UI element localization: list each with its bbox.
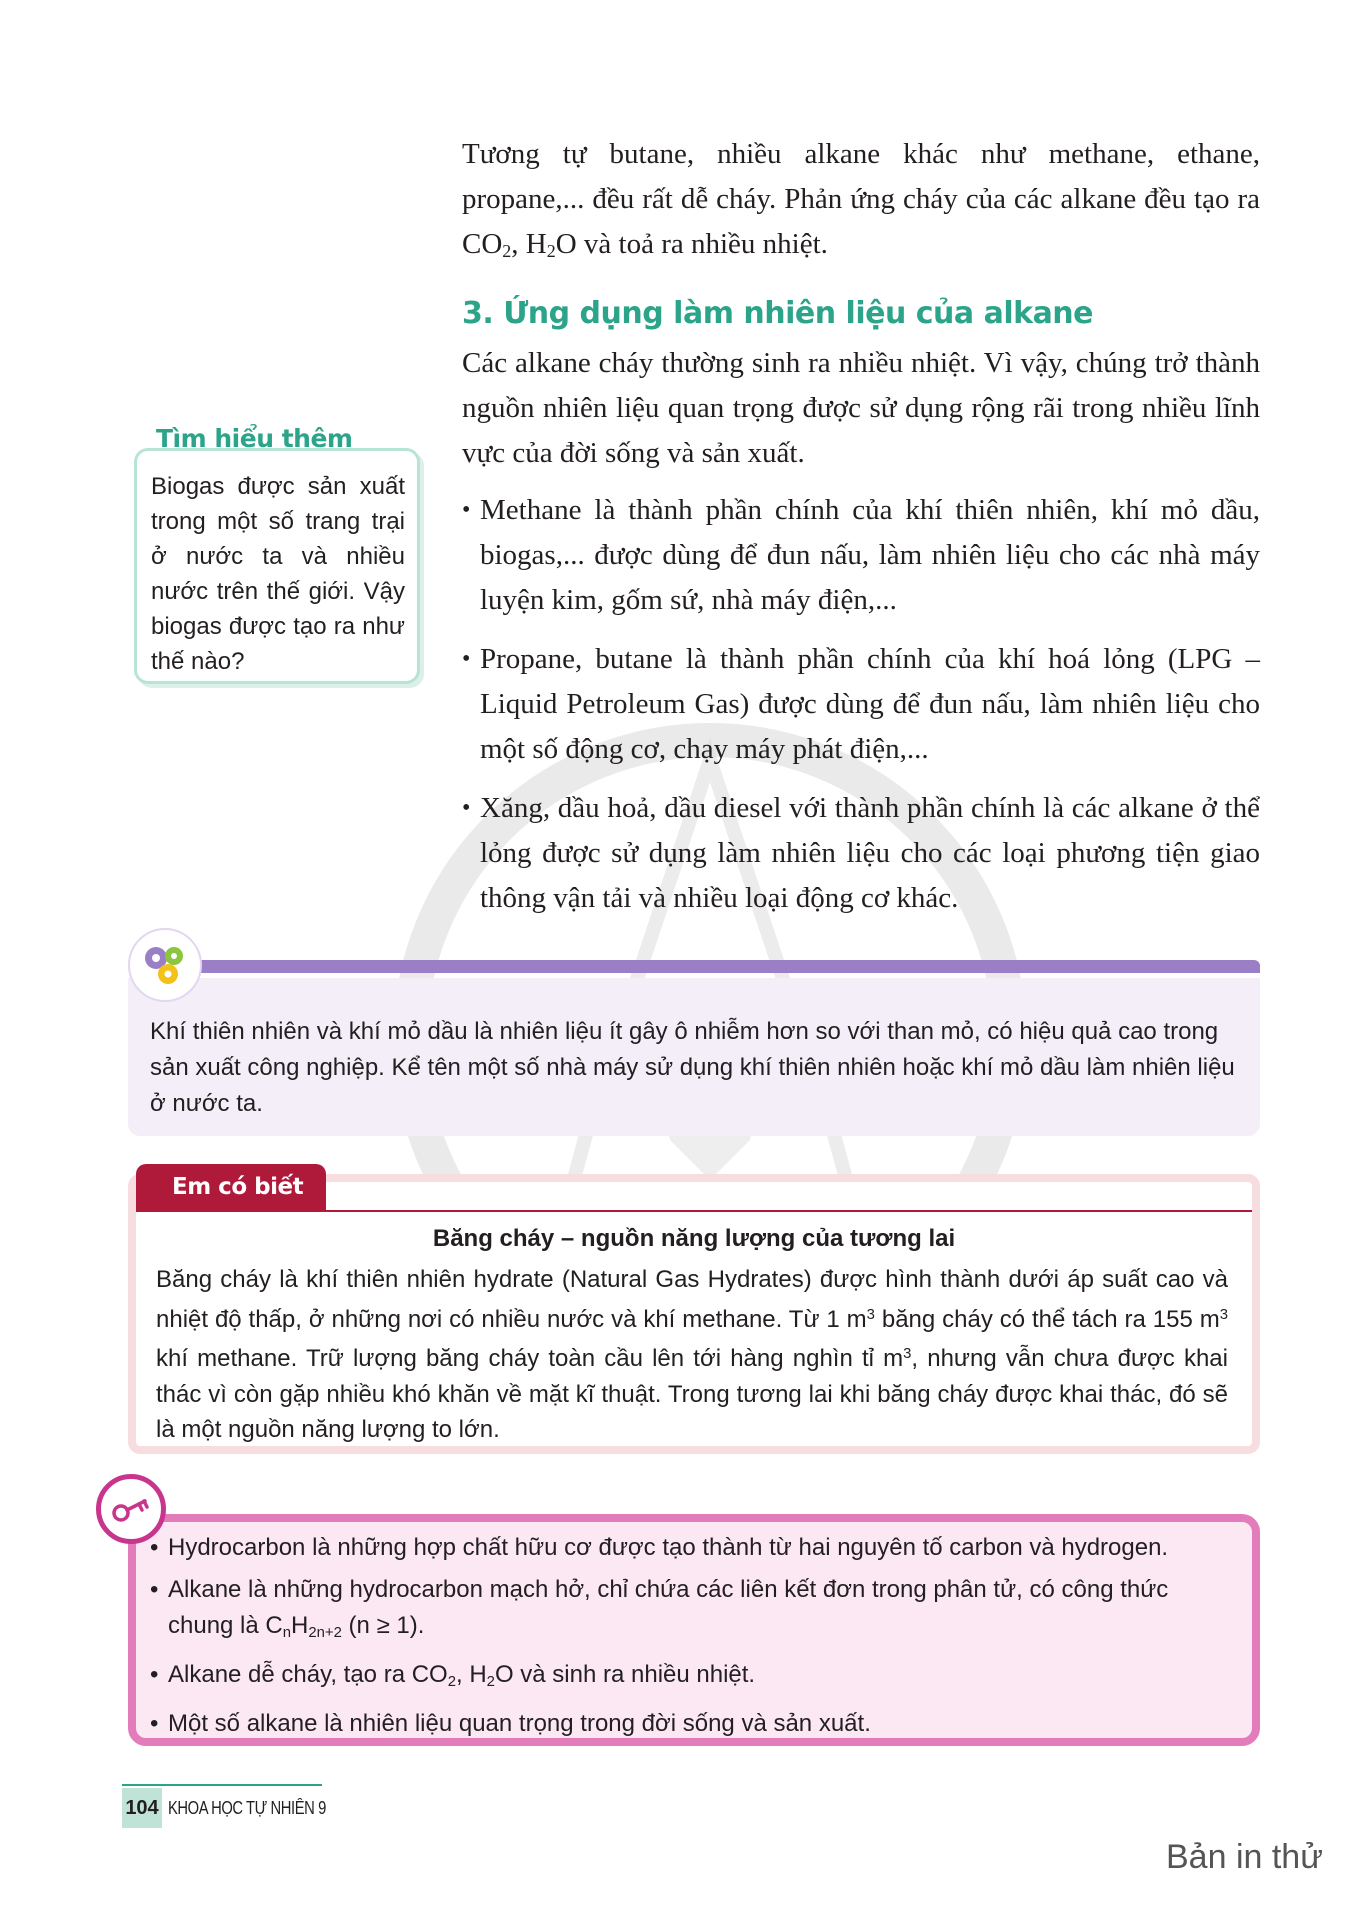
intro-paragraph: Tương tự butane, nhiều alkane khác như methane, ethane, propane,... đều rất dễ cháy. Phản ứng cháy của các alkane đều tạo ra $CO_2$, $H_2O$ và toả ra nhiều nhiệt. [462,138,1260,261]
did-you-know-text: Băng cháy là khí thiên nhiên hydrate (Natural Gas Hydrates) được hình thành dưới áp suất cao và nhiệt độ thấp, ở những nơi có nhiều nước và khí methane. Từ 1 $m^3$ băng cháy có thể tách ra 155 $m^3$ khí methane. Trữ lượng băng cháy toàn cầu lên tới hàng nghìn tỉ $m^3$, nhưng vẫn chưa được khai thác vì còn gặp nhiều khó khăn về mặt kĩ thuật. Trong tương lai khi băng cháy được khai thác, đó sẽ là một nguồn năng lượng to lớn. [156,1266,1228,1443]
footer-line [122,1784,322,1786]
section-heading: 3. Ứng dụng làm nhiên liệu của alkane [462,296,1094,331]
gears-icon [128,928,202,1002]
did-you-know-rule [136,1210,1252,1212]
main-column [462,132,1260,935]
summary-item-alkane-definition: • Alkane là những hydrocarbon mạch hở, chỉ chứa các liên kết đơn trong phân tử, có công thức chung là $C_nH_{2n+2}$ (n ≥ 1). [150,1572,1240,1651]
did-you-know-title: Băng cháy – nguồn năng lượng của tương lai [432,1225,956,1252]
page-number: 104 [122,1788,162,1828]
did-you-know-tab: Em có biết [136,1164,326,1210]
bullet-propane-butane: • Propane, butane là thành phần chính của khí hoá lỏng (LPG – Liquid Petroleum Gas) được dùng để đun nấu, làm nhiên liệu cho một số động cơ, chạy máy phát điện,... [462,637,1260,772]
summary-item-combustion: • Alkane dễ cháy, tạo ra $CO_2$, $H_2O$ và sinh ra nhiều nhiệt. [150,1657,1240,1700]
side-note-text: Biogas được sản xuất trong một số trang trại ở nước ta và nhiều nước trên thế giới. Vậy biogas được tạo ra như thế nào? [151,473,405,675]
activity-bar [190,960,1260,973]
book-title: KHOA HỌC TỰ NHIÊN 9 [168,1798,326,1818]
bullet-gasoline-diesel: • Xăng, dầu hoả, dầu diesel với thành phần chính là các alkane ở thể lỏng được sử dụng làm nhiên liệu cho các loại phương tiện giao thông vận tải và nhiều loại động cơ khác. [462,786,1260,921]
activity-text: Khí thiên nhiên và khí mỏ dầu là nhiên liệu ít gây ô nhiễm hơn so với than mỏ, có hiệu quả cao trong sản xuất công nghiệp. Kể tên một số nhà máy sử dụng khí thiên nhiên hoặc khí mỏ dầu làm nhiên liệu ở nước ta. [150,1018,1235,1117]
fuel-bullet-list [462,488,1260,921]
side-note-title: Tìm hiểu thêm [156,424,353,453]
summary-list [150,1530,1240,1748]
side-note-box [134,448,420,684]
summary-item-fuel: • Một số alkane là nhiên liệu quan trọng trong đời sống và sản xuất. [150,1706,1240,1742]
activity-box [128,978,1260,1136]
bullet-methane: • Methane là thành phần chính của khí thiên nhiên, khí mỏ dầu, biogas,... được dùng để đun nấu, làm nhiên liệu cho các nhà máy luyện kim, gốm sứ, nhà máy điện,... [462,488,1260,623]
print-mark: Bản in thử [1166,1838,1323,1876]
summary-item-hydrocarbon: • Hydrocarbon là những hợp chất hữu cơ được tạo thành từ hai nguyên tố carbon và hydrogen. [150,1530,1240,1566]
section-paragraph: Các alkane cháy thường sinh ra nhiều nhiệt. Vì vậy, chúng trở thành nguồn nhiên liệu quan trọng được sử dụng rộng rãi trong nhiều lĩnh vực của đời sống và sản xuất. [462,347,1260,469]
